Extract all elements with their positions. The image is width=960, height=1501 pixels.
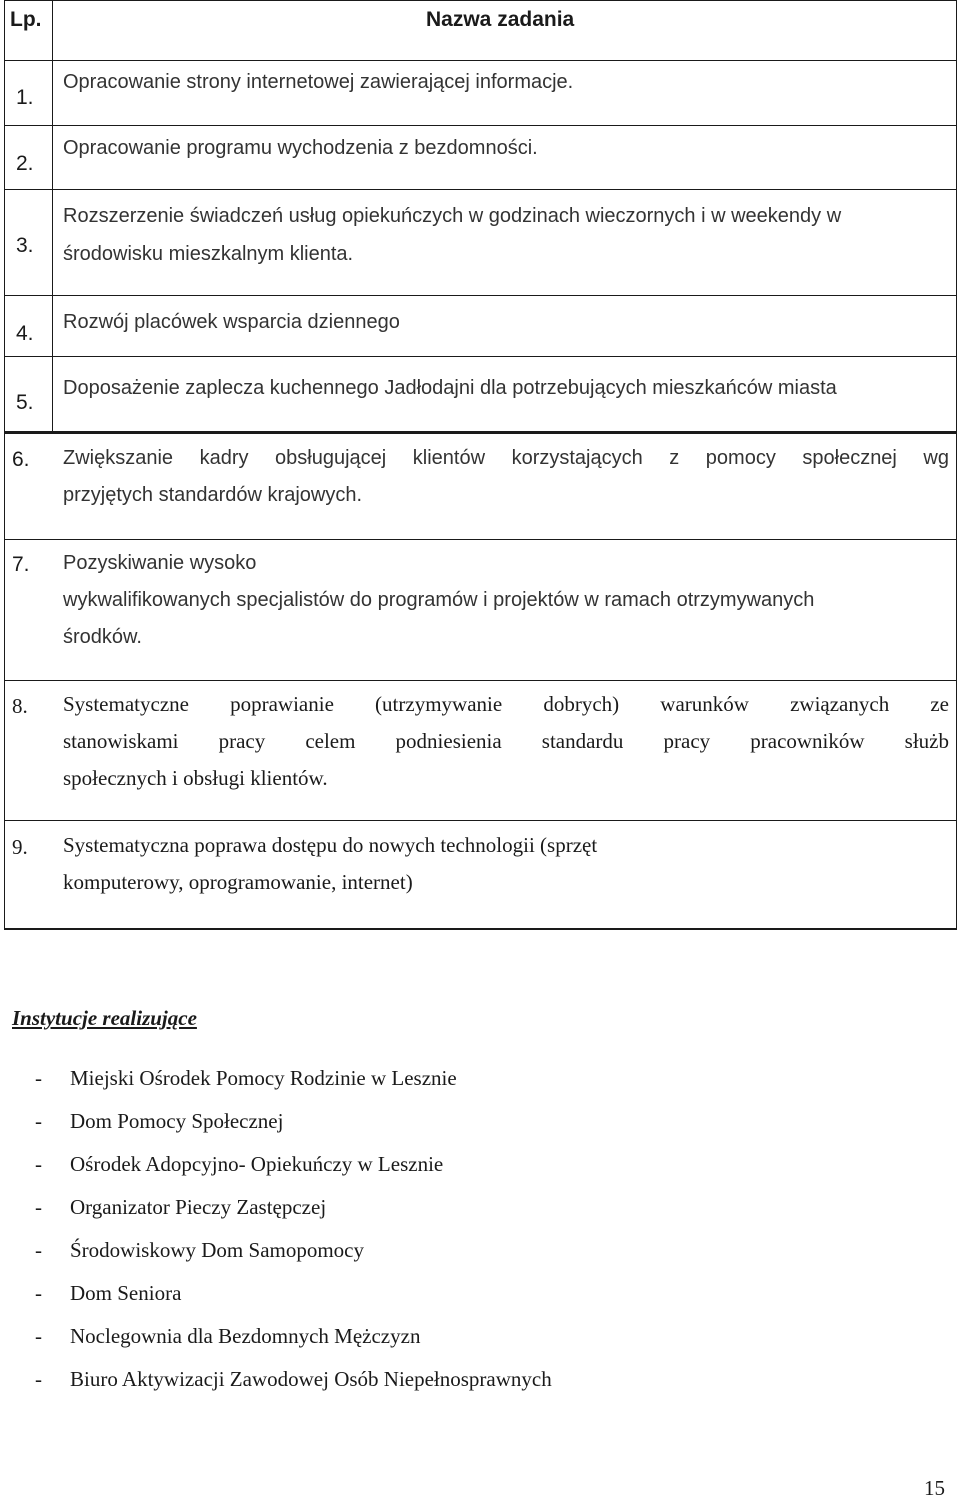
list-dash: - (35, 1238, 42, 1262)
list-item (35, 1361, 552, 1404)
list-item (35, 1232, 552, 1275)
institutions-list (35, 1060, 552, 1404)
tasks-table (4, 0, 957, 930)
header-lp: Lp. (10, 8, 42, 31)
institution-name: Biuro Aktywizacji Zawodowej Osób Niepełnosprawnych (70, 1367, 552, 1391)
list-item (35, 1189, 552, 1232)
column-divider (52, 0, 53, 432)
list-dash: - (35, 1109, 42, 1133)
task-name: Opracowanie programu wychodzenia z bezdomności. (63, 137, 538, 159)
table-border-left (4, 0, 5, 930)
institution-name: Dom Pomocy Społecznej (70, 1109, 284, 1133)
task-line: Systematyczna poprawa dostępu do nowych technologii (sprzęt (63, 833, 598, 857)
task-name (63, 545, 949, 656)
row-number: 5. (16, 391, 34, 414)
row-number: 1. (16, 86, 34, 109)
row-divider (4, 356, 957, 357)
list-dash: - (35, 1195, 42, 1219)
task-line: środków. (63, 626, 142, 648)
task-name: Opracowanie strony internetowej zawierającej informacje. (63, 71, 574, 93)
table-border-right (956, 0, 957, 930)
list-dash: - (35, 1367, 42, 1391)
task-line: Systematyczne poprawianie (utrzymywanie dobrych) warunków związanych ze (63, 692, 949, 716)
row-divider (4, 125, 957, 126)
row-divider (4, 539, 957, 540)
task-line: przyjętych standardów krajowych. (63, 484, 363, 506)
task-line: komputerowy, oprogramowanie, internet) (63, 870, 413, 894)
institution-name: Organizator Pieczy Zastępczej (70, 1195, 327, 1219)
institution-name: Noclegownia dla Bezdomnych Mężczyzn (70, 1324, 421, 1348)
row-number: 9. (12, 835, 28, 859)
table-border-top (4, 0, 957, 1)
task-name (63, 827, 597, 901)
task-line: stanowiskami pracy celem podniesienia standardu pracy pracowników służb (63, 729, 949, 753)
list-item (35, 1318, 552, 1361)
task-name (63, 440, 949, 514)
row-number: 7. (12, 553, 30, 576)
row-divider (4, 189, 957, 190)
task-name: Rozszerzenie świadczeń usług opiekuńczych w godzinach wieczornych i w weekendy w (63, 205, 842, 227)
list-item (35, 1103, 552, 1146)
row-divider (4, 820, 957, 821)
task-name: środowisku mieszkalnym klienta. (63, 243, 354, 265)
header-task-name: Nazwa zadania (426, 8, 575, 31)
institution-name: Środowiskowy Dom Samopomocy (70, 1238, 364, 1262)
list-dash: - (35, 1324, 42, 1348)
header-divider (4, 60, 957, 61)
task-line: społecznych i obsługi klientów. (63, 766, 328, 790)
task-name (63, 686, 949, 797)
row-divider (4, 680, 957, 681)
list-item (35, 1060, 552, 1103)
institutions-heading: Instytucje realizujące (12, 1006, 197, 1030)
list-item (35, 1275, 552, 1318)
task-line: wykwalifikowanych specjalistów do programów i projektów w ramach otrzymywanych (63, 589, 815, 611)
institution-name: Miejski Ośrodek Pomocy Rodzinie w Lesznie (70, 1066, 457, 1090)
row-divider (4, 295, 957, 296)
list-dash: - (35, 1066, 42, 1090)
row-number: 4. (16, 322, 34, 345)
institution-name: Ośrodek Adopcyjno- Opiekuńczy w Lesznie (70, 1152, 444, 1176)
row-number: 3. (16, 234, 34, 257)
list-dash: - (35, 1152, 42, 1176)
list-dash: - (35, 1281, 42, 1305)
row-number: 2. (16, 152, 34, 175)
row-number: 8. (12, 694, 28, 718)
institution-name: Dom Seniora (70, 1281, 182, 1305)
task-line: Pozyskiwanie wysoko (63, 552, 257, 574)
row-number: 6. (12, 448, 30, 471)
task-line: Zwiększanie kadry obsługującej klientów korzystających z pomocy społecznej wg (63, 447, 949, 469)
list-item (35, 1146, 552, 1189)
row-divider (4, 431, 957, 434)
table-border-bottom (4, 928, 957, 930)
page-number: 15 (924, 1476, 945, 1500)
task-name: Rozwój placówek wsparcia dziennego (63, 311, 400, 333)
task-name: Doposażenie zaplecza kuchennego Jadłodajni dla potrzebujących mieszkańców miasta (63, 377, 837, 399)
